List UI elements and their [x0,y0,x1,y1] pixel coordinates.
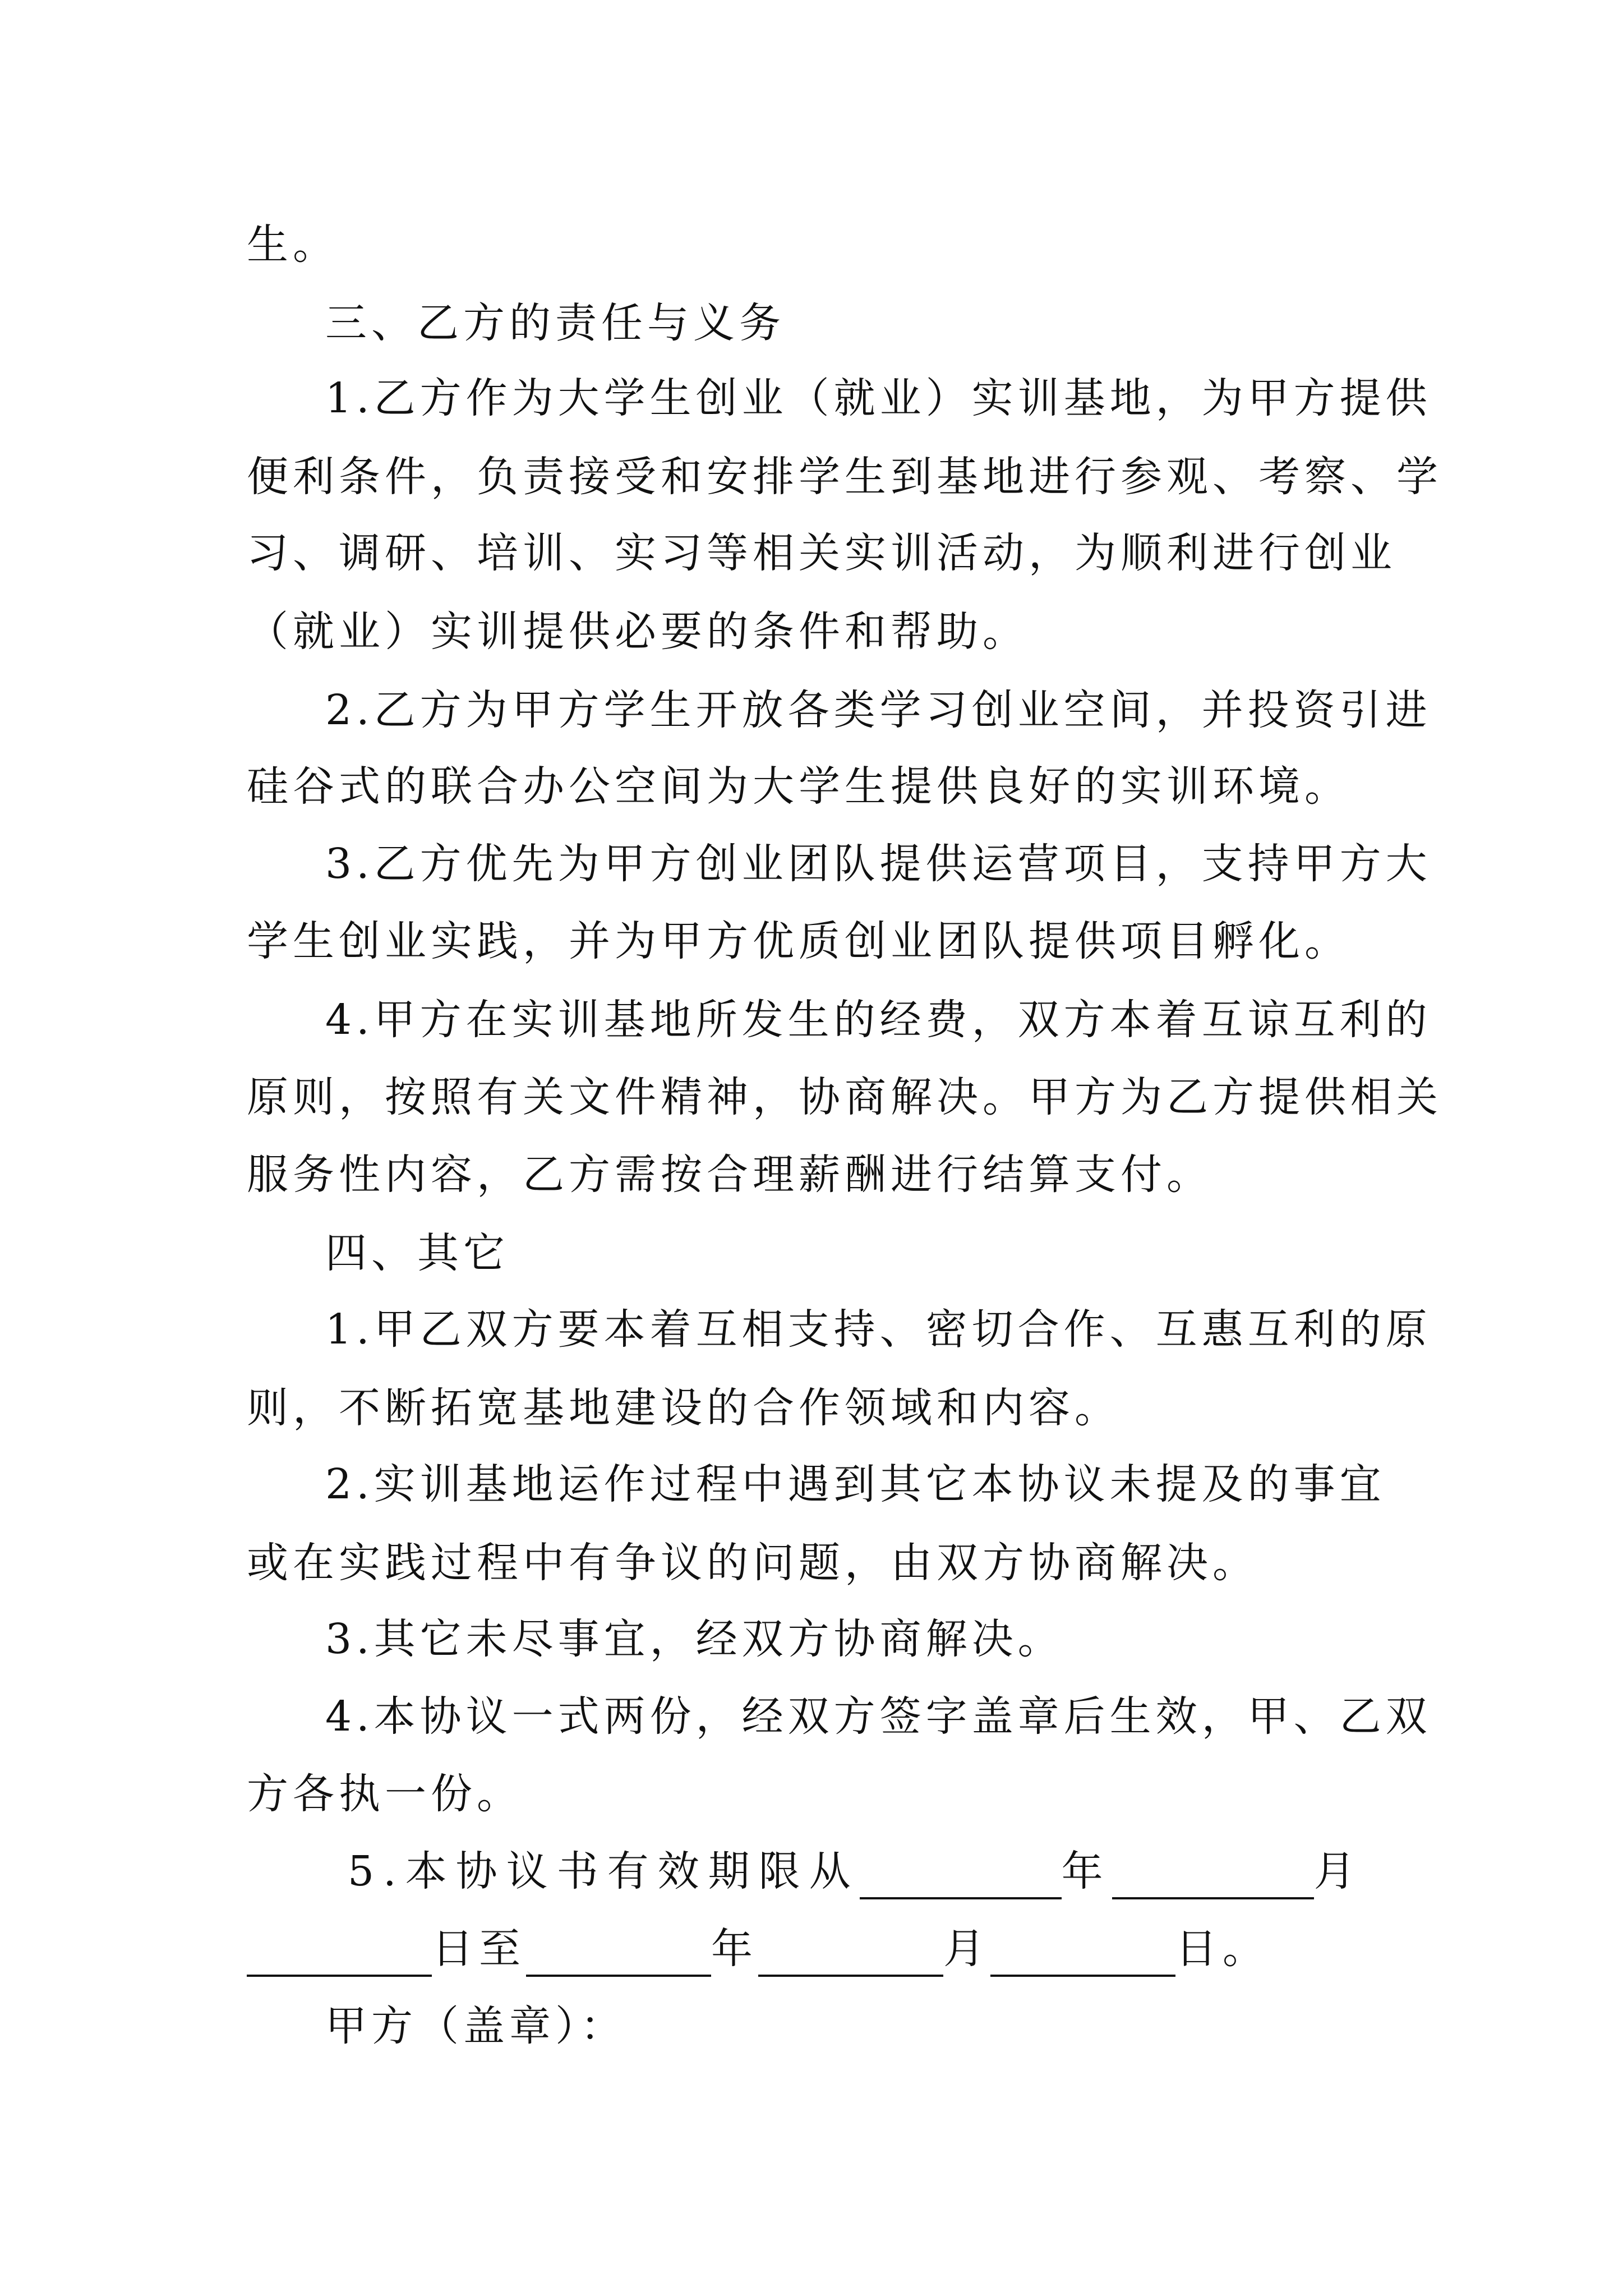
text-line: （就业）实训提供必要的条件和帮助。 [247,608,1029,656]
text-line: 服务性内容，乙方需按合理薪酬进行结算支付。 [247,1151,1212,1199]
blank-line [1112,1858,1314,1899]
text-line: 生。 [247,220,339,269]
text-line: 便利条件，负责接受和安排学生到基地进行参观、考察、学 [247,453,1442,501]
text-line: 1.乙方作为大学生创业（就业）实训基地，为甲方提供 [325,374,1432,422]
text-line: 方各执一份。 [247,1770,523,1818]
validity-month2: 月 [943,1925,990,1973]
text-line: 3.其它未尽事宜，经双方协商解决。 [325,1615,1064,1663]
blank-line [758,1935,943,1977]
text-line: 硅谷式的联合办公空间为大学生提供良好的实训环境。 [247,762,1350,811]
validity-day-end: 日。 [1175,1925,1270,1973]
section-heading: 三、乙方的责任与义务 [325,299,785,347]
validity-year: 年 [1061,1847,1112,1895]
validity-month: 月 [1313,1847,1364,1895]
validity-year2: 年 [711,1925,758,1973]
text-line: 学生创业实践，并为甲方优质创业团队提供项目孵化。 [247,917,1350,965]
text-line: 1.甲乙双方要本着互相支持、密切合作、互惠互利的原 [325,1305,1432,1354]
text-line: 则，不断拓宽基地建设的合作领域和内容。 [247,1384,1121,1432]
validity-line-1 [348,1843,1364,1899]
text-line: 习、调研、培训、实习等相关实训活动，为顺利进行创业 [247,529,1396,577]
text-line: 3.乙方优先为甲方创业团队提供运营项目，支持甲方大 [325,840,1432,888]
section-heading: 四、其它 [325,1229,509,1277]
text-line: 2.实训基地运作过程中遇到其它本协议未提及的事宜 [325,1460,1386,1508]
text-line: 或在实践过程中有争议的问题，由双方协商解决。 [247,1539,1258,1587]
validity-day-to: 日至 [432,1925,526,1973]
blank-line [247,1935,432,1977]
validity-prefix: 5.本协议书有效期限从 [348,1847,860,1895]
blank-line [860,1858,1062,1899]
text-line: 原则，按照有关文件精神，协商解决。甲方为乙方提供相关 [247,1073,1442,1121]
text-line: 4.甲方在实训基地所发生的经费，双方本着互谅互利的 [325,996,1432,1044]
text-line: 4.本协议一式两份，经双方签字盖章后生效，甲、乙双 [325,1692,1432,1741]
blank-line [526,1935,711,1977]
signature-label: 甲方（盖章）： [325,2002,626,2050]
text-line: 2.乙方为甲方学生开放各类学习创业空间，并投资引进 [325,686,1432,734]
validity-line-2 [247,1921,1270,1977]
blank-line [990,1935,1175,1977]
